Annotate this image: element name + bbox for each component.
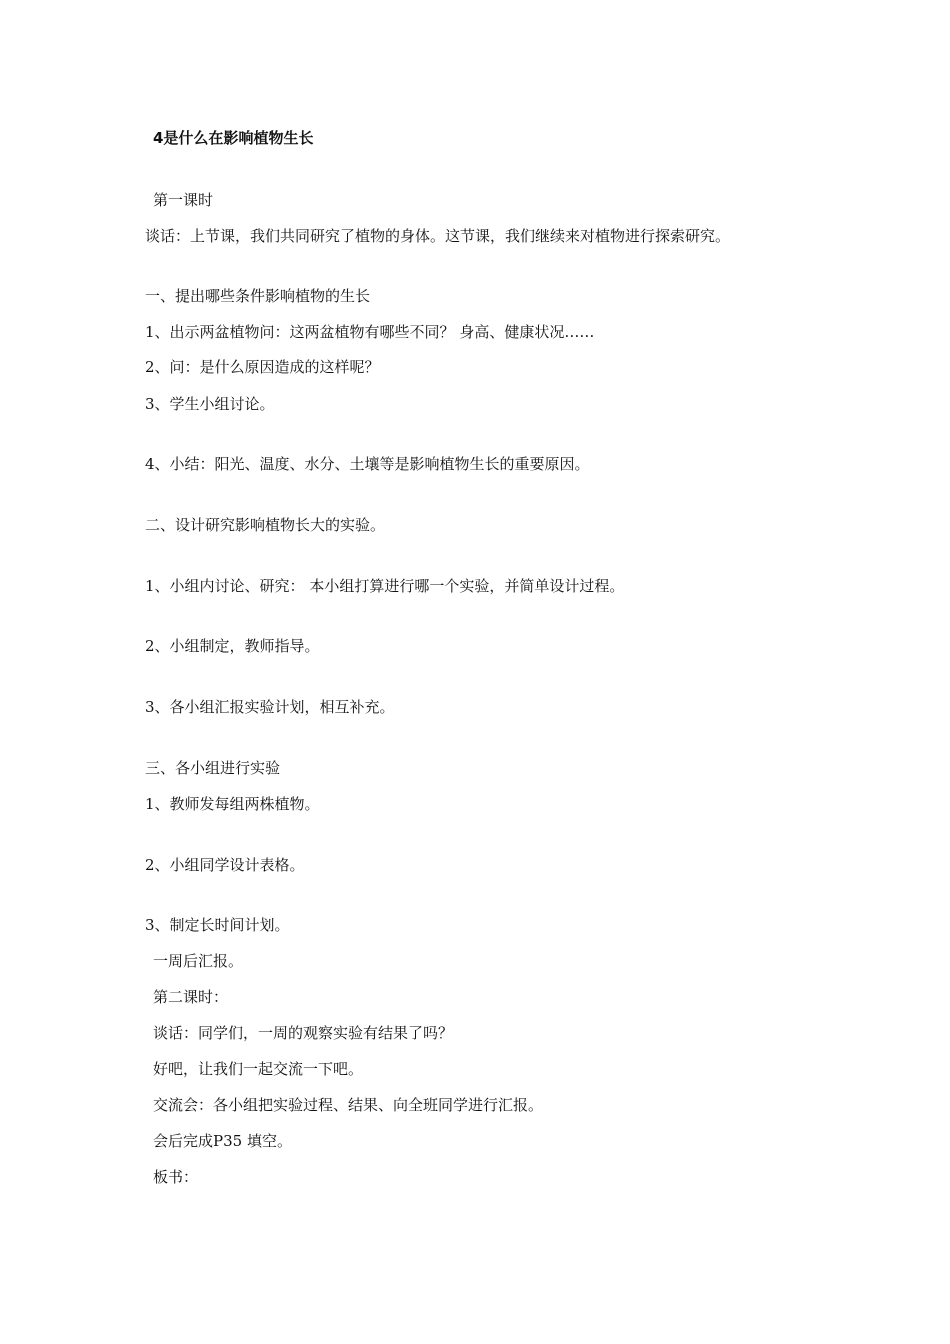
section-two-heading: 二、设计研究影响植物长大的实验。 [145,516,386,534]
report-after-week: 一周后汇报。 [153,952,244,970]
section-three-heading: 三、各小组进行实验 [145,759,281,777]
section-three-item-1: 1、教师发每组两株植物。 [145,795,320,813]
lesson-two-talk: 谈话：同学们，一周的观察实验有结果了吗？ [153,1024,454,1042]
lesson-two-heading: 第二课时： [153,988,229,1006]
section-three-item-2: 2、小组同学设计表格。 [145,856,305,874]
section-one-item-1: 1、出示两盆植物问：这两盆植物有哪些不同？ 身高、健康状况…… [145,323,595,341]
section-three-item-3: 3、制定长时间计划。 [145,916,290,934]
fill-in-task: 会后完成P35 填空。 [153,1132,292,1150]
section-one-heading: 一、提出哪些条件影响植物的生长 [145,287,371,305]
section-two-item-2: 2、小组制定，教师指导。 [145,637,320,655]
lesson-one-heading: 第一课时 [153,191,214,209]
exchange-meeting: 交流会：各小组把实验过程、结果、向全班同学进行汇报。 [153,1096,544,1114]
section-one-item-4: 4、小结：阳光、温度、水分、土壤等是影响植物生长的重要原因。 [145,455,590,473]
lesson-two-exchange: 好吧，让我们一起交流一下吧。 [153,1060,364,1078]
section-two-item-3: 3、各小组汇报实验计划，相互补充。 [145,698,395,716]
document-title: 4是什么在影响植物生长 [153,129,314,147]
blackboard-heading: 板书： [153,1168,199,1186]
section-one-item-2: 2、问：是什么原因造成的这样呢？ [145,358,380,376]
section-one-item-3: 3、学生小组讨论。 [145,395,275,413]
intro-talk: 谈话：上节课，我们共同研究了植物的身体。这节课，我们继续来对植物进行探索研究。 [145,227,731,245]
section-two-item-1: 1、小组内讨论、研究： 本小组打算进行哪一个实验，并简单设计过程。 [145,577,625,595]
